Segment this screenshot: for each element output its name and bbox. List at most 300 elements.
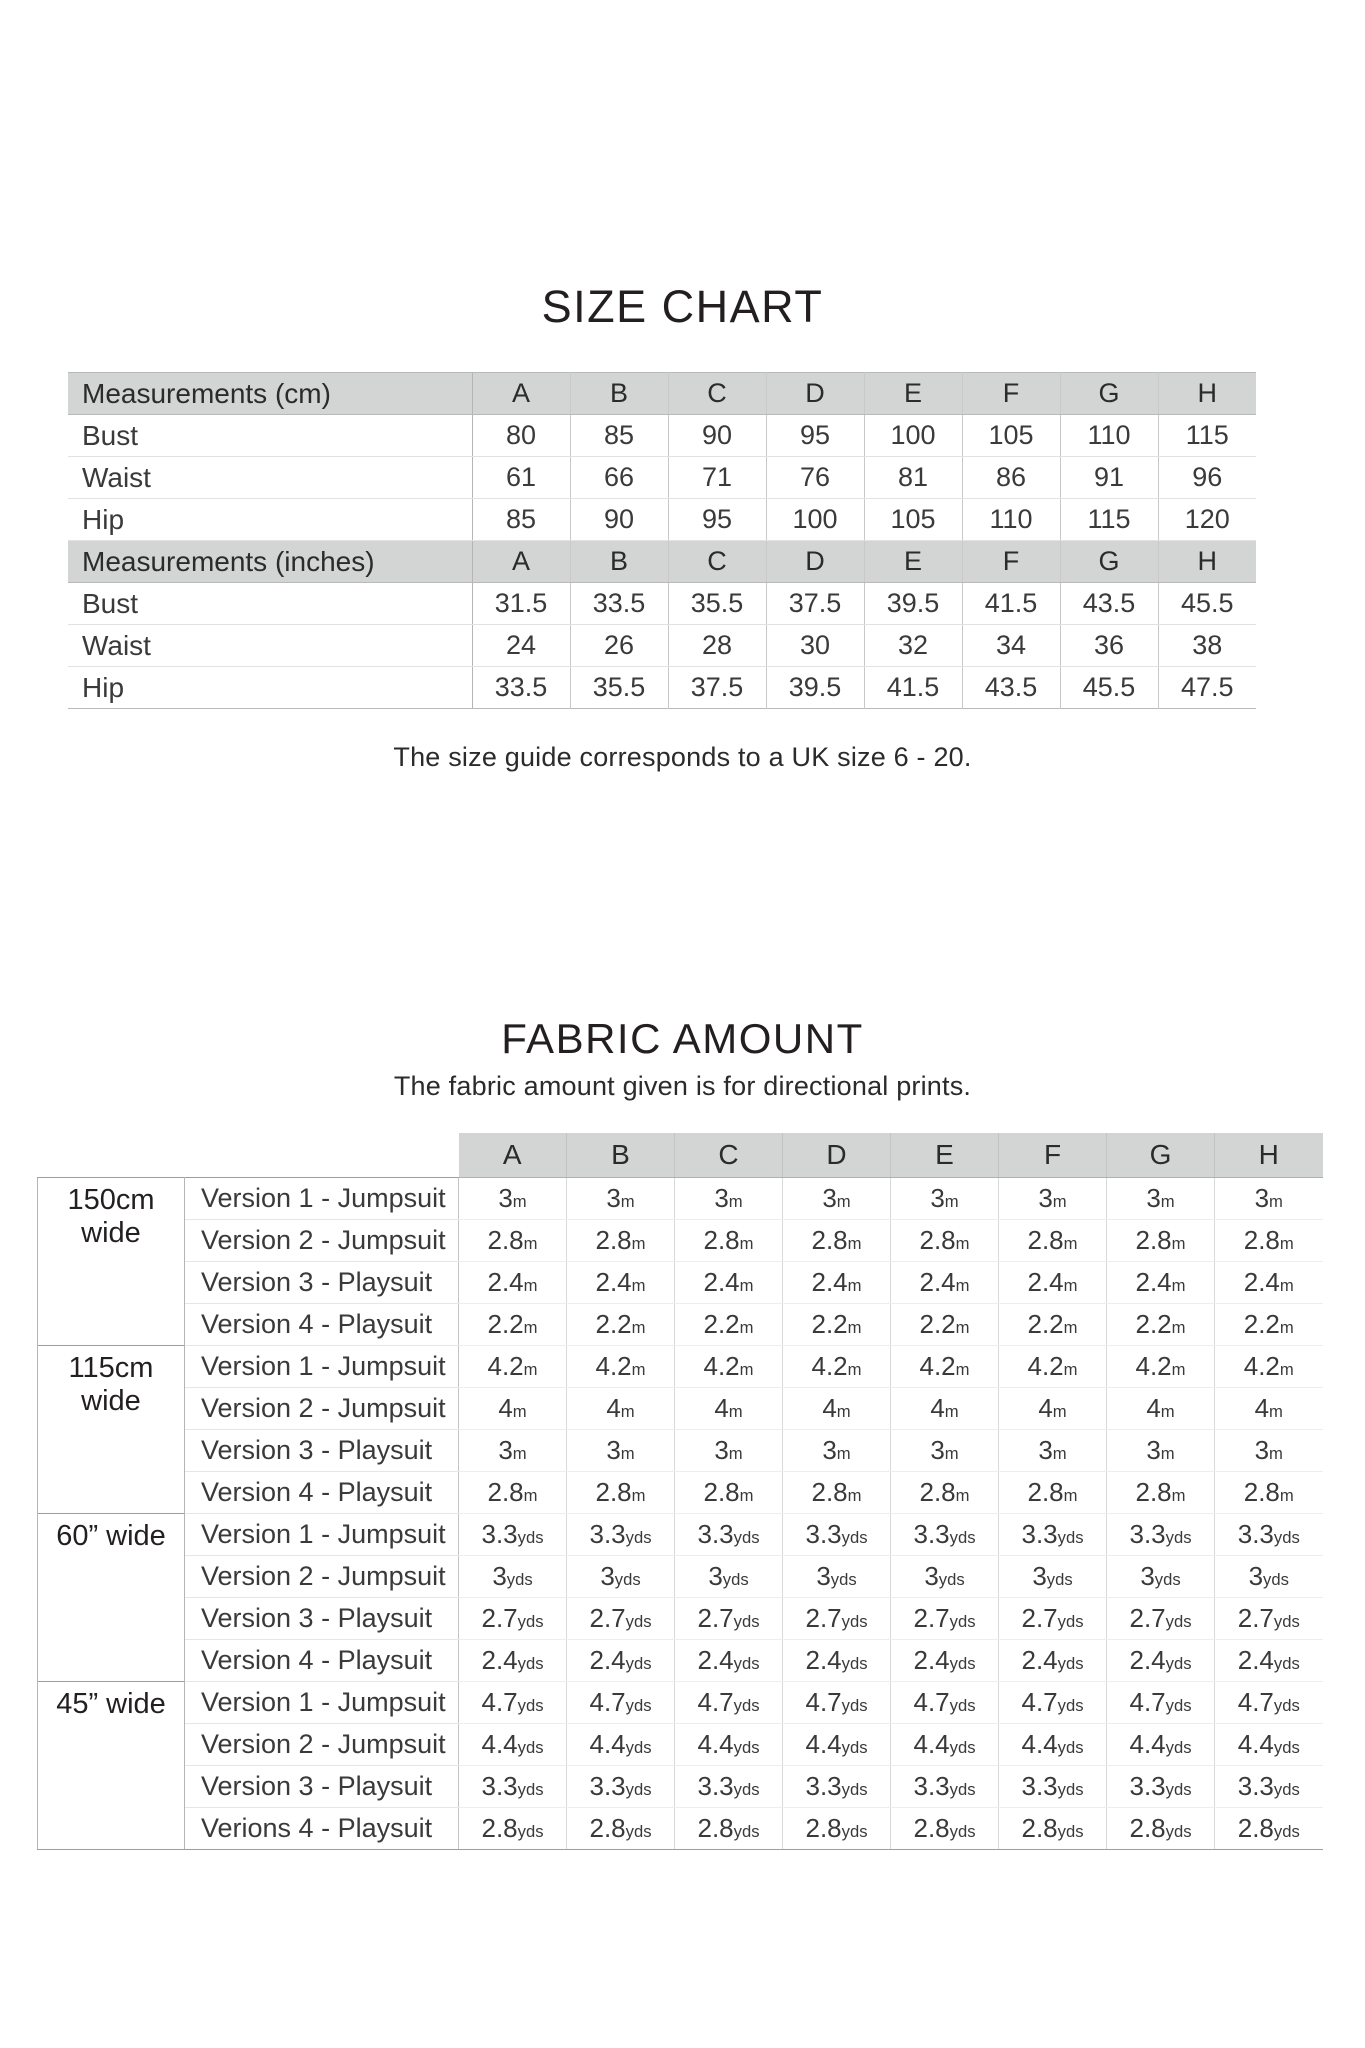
fabric-value-number: 3.3 — [1021, 1519, 1058, 1549]
fabric-value-unit: m — [955, 1276, 970, 1295]
fabric-value-number: 3 — [822, 1435, 837, 1465]
fabric-value-number: 3 — [708, 1561, 723, 1591]
fabric-amount-value — [891, 1388, 999, 1430]
fabric-size-column-header: D — [783, 1133, 891, 1178]
fabric-value-number: 2.8 — [1135, 1225, 1172, 1255]
fabric-width-label: 45” wide — [38, 1682, 185, 1850]
fabric-value-number: 2.8 — [1135, 1477, 1172, 1507]
fabric-value-unit: yds — [1273, 1612, 1300, 1631]
fabric-value-unit: yds — [949, 1696, 976, 1715]
fabric-size-column-header: F — [999, 1133, 1107, 1178]
fabric-value-unit: m — [1279, 1234, 1294, 1253]
fabric-amount-value — [459, 1514, 567, 1556]
fabric-value-unit: m — [739, 1318, 754, 1337]
fabric-value-number: 4.7 — [1129, 1687, 1166, 1717]
measurement-value: 76 — [766, 457, 864, 499]
fabric-value-unit: yds — [1273, 1780, 1300, 1799]
fabric-amount-value — [783, 1682, 891, 1724]
fabric-width-label: 60” wide — [38, 1514, 185, 1682]
size-column-header: A — [472, 541, 570, 583]
fabric-value-number: 2.4 — [697, 1645, 734, 1675]
fabric-value-unit: yds — [949, 1822, 976, 1841]
fabric-value-number: 4.7 — [913, 1687, 950, 1717]
fabric-amount-value — [675, 1346, 783, 1388]
fabric-value-unit: yds — [517, 1738, 544, 1757]
fabric-value-number: 2.8 — [703, 1225, 740, 1255]
table-row — [38, 1346, 1323, 1388]
fabric-value-unit: yds — [841, 1822, 868, 1841]
fabric-amount-value — [891, 1556, 999, 1598]
measurement-value: 45.5 — [1158, 583, 1256, 625]
size-group-label: Measurements (inches) — [68, 541, 472, 583]
fabric-amount-value — [459, 1472, 567, 1514]
table-row — [38, 1262, 1323, 1304]
fabric-value-unit: m — [631, 1234, 646, 1253]
fabric-amount-value — [1107, 1514, 1215, 1556]
fabric-amount-value — [675, 1472, 783, 1514]
fabric-amount-value — [783, 1556, 891, 1598]
fabric-amount-value — [999, 1220, 1107, 1262]
fabric-value-number: 2.8 — [1237, 1813, 1274, 1843]
fabric-amount-value — [1215, 1766, 1323, 1808]
fabric-value-number: 2.8 — [595, 1477, 632, 1507]
fabric-amount-value — [1215, 1346, 1323, 1388]
fabric-amount-value — [675, 1388, 783, 1430]
fabric-amount-value — [1107, 1598, 1215, 1640]
fabric-value-number: 3.3 — [589, 1519, 626, 1549]
fabric-value-number: 3 — [1140, 1561, 1155, 1591]
fabric-value-unit: yds — [625, 1528, 652, 1547]
size-column-header: E — [864, 373, 962, 415]
measurement-value: 43.5 — [962, 667, 1060, 709]
fabric-amount-value — [1215, 1556, 1323, 1598]
fabric-version-label: Version 4 - Playsuit — [185, 1304, 459, 1346]
fabric-amount-value — [891, 1808, 999, 1850]
fabric-amount-value — [675, 1304, 783, 1346]
fabric-value-unit: m — [944, 1402, 959, 1421]
fabric-amount-value — [999, 1682, 1107, 1724]
fabric-value-number: 2.8 — [595, 1225, 632, 1255]
fabric-amount-value — [891, 1304, 999, 1346]
size-group-header-row — [68, 373, 1256, 415]
fabric-value-number: 4 — [1146, 1393, 1161, 1423]
fabric-value-number: 2.8 — [805, 1813, 842, 1843]
fabric-amount-value — [1215, 1304, 1323, 1346]
fabric-value-number: 2.4 — [805, 1645, 842, 1675]
measurement-value: 105 — [864, 499, 962, 541]
fabric-value-unit: yds — [1273, 1696, 1300, 1715]
measurement-value: 95 — [766, 415, 864, 457]
fabric-value-unit: yds — [1154, 1570, 1181, 1589]
measurement-value: 115 — [1060, 499, 1158, 541]
fabric-version-label: Version 3 - Playsuit — [185, 1598, 459, 1640]
fabric-value-unit: yds — [1165, 1738, 1192, 1757]
table-row — [68, 625, 1256, 667]
fabric-amount-value — [783, 1262, 891, 1304]
fabric-value-unit: m — [836, 1192, 851, 1211]
measurement-label: Bust — [68, 415, 472, 457]
fabric-value-number: 3.3 — [805, 1519, 842, 1549]
fabric-value-unit: yds — [1165, 1696, 1192, 1715]
fabric-value-number: 4.4 — [589, 1729, 626, 1759]
fabric-value-number: 2.4 — [703, 1267, 740, 1297]
fabric-value-number: 4.4 — [481, 1729, 518, 1759]
measurement-value: 30 — [766, 625, 864, 667]
fabric-value-number: 2.4 — [595, 1267, 632, 1297]
fabric-amount-value — [459, 1808, 567, 1850]
fabric-value-unit: m — [1171, 1276, 1186, 1295]
fabric-value-unit: m — [631, 1486, 646, 1505]
fabric-amount-table — [37, 1133, 1323, 1850]
size-column-header: F — [962, 373, 1060, 415]
fabric-value-unit: yds — [722, 1570, 749, 1589]
fabric-value-unit: m — [523, 1360, 538, 1379]
fabric-amount-value — [891, 1220, 999, 1262]
fabric-value-unit: yds — [1057, 1654, 1084, 1673]
fabric-value-number: 2.2 — [1135, 1309, 1172, 1339]
fabric-value-number: 2.4 — [589, 1645, 626, 1675]
fabric-value-unit: m — [955, 1486, 970, 1505]
fabric-value-number: 3 — [600, 1561, 615, 1591]
fabric-size-column-header: E — [891, 1133, 999, 1178]
fabric-amount-value — [675, 1430, 783, 1472]
fabric-amount-value — [675, 1724, 783, 1766]
measurement-value: 35.5 — [668, 583, 766, 625]
fabric-value-unit: yds — [1263, 1570, 1289, 1589]
fabric-value-unit: yds — [625, 1738, 652, 1757]
fabric-value-number: 4.2 — [1027, 1351, 1064, 1381]
fabric-value-number: 3 — [930, 1183, 945, 1213]
fabric-value-number: 3.3 — [697, 1519, 734, 1549]
fabric-amount-value — [459, 1430, 567, 1472]
fabric-width-label: 150cm wide — [38, 1178, 185, 1346]
fabric-size-column-header: G — [1107, 1133, 1215, 1178]
fabric-amount-value — [1215, 1220, 1323, 1262]
fabric-value-number: 3 — [1038, 1435, 1053, 1465]
fabric-amount-value — [675, 1514, 783, 1556]
fabric-value-unit: yds — [506, 1570, 533, 1589]
fabric-amount-value — [1107, 1766, 1215, 1808]
fabric-amount-value — [459, 1724, 567, 1766]
measurement-value: 71 — [668, 457, 766, 499]
fabric-version-label: Version 2 - Jumpsuit — [185, 1388, 459, 1430]
fabric-amount-value — [783, 1808, 891, 1850]
fabric-value-number: 2.4 — [1237, 1645, 1274, 1675]
fabric-value-unit: m — [1279, 1486, 1294, 1505]
fabric-amount-value — [1107, 1472, 1215, 1514]
fabric-value-unit: yds — [841, 1654, 868, 1673]
table-row — [38, 1682, 1323, 1724]
fabric-value-number: 4.2 — [1135, 1351, 1172, 1381]
fabric-value-number: 2.7 — [1237, 1603, 1274, 1633]
fabric-amount-value — [459, 1640, 567, 1682]
fabric-value-unit: m — [1279, 1276, 1294, 1295]
measurement-value: 43.5 — [1060, 583, 1158, 625]
fabric-value-number: 3 — [606, 1435, 621, 1465]
fabric-value-number: 2.7 — [1129, 1603, 1166, 1633]
table-row — [38, 1220, 1323, 1262]
fabric-value-number: 4 — [498, 1393, 513, 1423]
fabric-value-unit: yds — [733, 1780, 760, 1799]
fabric-amount-value — [891, 1640, 999, 1682]
measurement-label: Waist — [68, 457, 472, 499]
fabric-value-unit: m — [620, 1444, 635, 1463]
fabric-value-unit: m — [631, 1318, 646, 1337]
fabric-amount-value — [675, 1682, 783, 1724]
fabric-amount-value — [459, 1178, 567, 1220]
measurement-value: 66 — [570, 457, 668, 499]
table-row — [68, 583, 1256, 625]
fabric-size-column-header: C — [675, 1133, 783, 1178]
fabric-amount-value — [1215, 1598, 1323, 1640]
fabric-amount-value — [783, 1346, 891, 1388]
fabric-amount-value — [1107, 1682, 1215, 1724]
fabric-amount-section — [37, 1133, 1322, 1850]
size-column-header: A — [472, 373, 570, 415]
fabric-amount-value — [459, 1262, 567, 1304]
table-row — [38, 1724, 1323, 1766]
fabric-value-unit: m — [1160, 1444, 1175, 1463]
fabric-amount-value — [999, 1178, 1107, 1220]
size-column-header: G — [1060, 541, 1158, 583]
fabric-value-unit: m — [1052, 1444, 1067, 1463]
fabric-value-unit: yds — [830, 1570, 857, 1589]
fabric-value-unit: yds — [1273, 1822, 1300, 1841]
fabric-value-number: 2.4 — [1243, 1267, 1280, 1297]
table-row — [38, 1178, 1323, 1220]
fabric-value-unit: yds — [841, 1780, 868, 1799]
fabric-value-number: 3.3 — [1129, 1519, 1166, 1549]
fabric-version-label: Version 3 - Playsuit — [185, 1766, 459, 1808]
fabric-value-unit: yds — [1165, 1780, 1192, 1799]
measurement-value: 100 — [766, 499, 864, 541]
measurement-value: 81 — [864, 457, 962, 499]
fabric-value-unit: m — [523, 1486, 538, 1505]
fabric-value-number: 2.8 — [487, 1225, 524, 1255]
measurement-value: 45.5 — [1060, 667, 1158, 709]
fabric-version-label: Version 1 - Jumpsuit — [185, 1346, 459, 1388]
fabric-amount-value — [999, 1304, 1107, 1346]
fabric-value-unit: yds — [949, 1528, 976, 1547]
fabric-version-label: Version 4 - Playsuit — [185, 1472, 459, 1514]
size-column-header: F — [962, 541, 1060, 583]
fabric-value-unit: m — [739, 1276, 754, 1295]
fabric-value-unit: yds — [1165, 1822, 1192, 1841]
fabric-amount-value — [1215, 1640, 1323, 1682]
fabric-value-unit: yds — [625, 1612, 652, 1631]
fabric-version-label: Version 2 - Jumpsuit — [185, 1556, 459, 1598]
fabric-value-number: 3 — [1146, 1183, 1161, 1213]
fabric-value-unit: yds — [1057, 1528, 1084, 1547]
fabric-value-unit: m — [1063, 1234, 1078, 1253]
fabric-value-unit: yds — [949, 1654, 976, 1673]
fabric-value-unit: m — [944, 1192, 959, 1211]
size-group-label: Measurements (cm) — [68, 373, 472, 415]
fabric-value-number: 2.2 — [595, 1309, 632, 1339]
fabric-amount-value — [999, 1640, 1107, 1682]
measurement-value: 47.5 — [1180, 672, 1234, 702]
fabric-amount-value — [675, 1220, 783, 1262]
fabric-amount-value — [459, 1220, 567, 1262]
fabric-value-number: 4 — [930, 1393, 945, 1423]
measurement-value: 100 — [864, 415, 962, 457]
fabric-amount-value — [675, 1808, 783, 1850]
fabric-value-unit: yds — [1057, 1738, 1084, 1757]
measurement-value: 37.5 — [668, 667, 766, 709]
table-row — [38, 1598, 1323, 1640]
fabric-value-number: 4.2 — [1243, 1351, 1280, 1381]
fabric-value-number: 4.2 — [595, 1351, 632, 1381]
fabric-value-number: 2.2 — [703, 1309, 740, 1339]
fabric-amount-title: FABRIC AMOUNT — [501, 1015, 864, 1062]
fabric-version-label: Version 3 - Playsuit — [185, 1262, 459, 1304]
fabric-amount-value — [783, 1724, 891, 1766]
fabric-value-unit: yds — [841, 1696, 868, 1715]
measurement-value: 41.5 — [962, 583, 1060, 625]
fabric-value-unit: m — [955, 1234, 970, 1253]
fabric-value-unit: yds — [1273, 1528, 1300, 1547]
fabric-value-number: 4.7 — [589, 1687, 626, 1717]
fabric-value-unit: m — [1160, 1192, 1175, 1211]
fabric-amount-value — [675, 1556, 783, 1598]
fabric-amount-value — [567, 1430, 675, 1472]
fabric-value-number: 4.7 — [805, 1687, 842, 1717]
measurement-value: 32 — [864, 625, 962, 667]
fabric-amount-value — [1107, 1556, 1215, 1598]
fabric-value-unit: m — [620, 1402, 635, 1421]
fabric-amount-value — [567, 1472, 675, 1514]
fabric-amount-value — [999, 1598, 1107, 1640]
table-row — [38, 1304, 1323, 1346]
size-column-header: B — [570, 373, 668, 415]
fabric-value-unit: m — [1279, 1318, 1294, 1337]
fabric-value-unit: m — [1063, 1276, 1078, 1295]
fabric-value-unit: m — [1052, 1192, 1067, 1211]
fabric-amount-value — [783, 1220, 891, 1262]
fabric-value-number: 2.8 — [1027, 1225, 1064, 1255]
fabric-amount-value — [1107, 1430, 1215, 1472]
fabric-value-number: 4.2 — [919, 1351, 956, 1381]
fabric-amount-value — [1215, 1808, 1323, 1850]
fabric-amount-value — [459, 1556, 567, 1598]
measurement-value: 120 — [1158, 499, 1256, 541]
fabric-value-number: 2.8 — [1021, 1813, 1058, 1843]
fabric-value-number: 2.4 — [481, 1645, 518, 1675]
fabric-value-unit: yds — [1165, 1612, 1192, 1631]
fabric-version-label: Version 1 - Jumpsuit — [185, 1682, 459, 1724]
measurement-label: Bust — [68, 583, 472, 625]
fabric-amount-value — [567, 1304, 675, 1346]
fabric-value-number: 3 — [492, 1561, 507, 1591]
fabric-value-unit: m — [955, 1360, 970, 1379]
fabric-amount-value — [675, 1178, 783, 1220]
fabric-value-unit: m — [523, 1318, 538, 1337]
fabric-value-unit: yds — [841, 1528, 868, 1547]
fabric-value-number: 4.2 — [703, 1351, 740, 1381]
fabric-amount-value — [999, 1346, 1107, 1388]
fabric-value-number: 2.4 — [1135, 1267, 1172, 1297]
fabric-value-number: 3.3 — [481, 1519, 518, 1549]
fabric-value-number: 2.8 — [1243, 1225, 1280, 1255]
fabric-value-unit: yds — [938, 1570, 965, 1589]
fabric-amount-value — [999, 1766, 1107, 1808]
fabric-value-unit: yds — [733, 1738, 760, 1757]
fabric-amount-value — [675, 1766, 783, 1808]
measurement-value: 41.5 — [864, 667, 962, 709]
fabric-amount-value — [567, 1346, 675, 1388]
measurement-value: 33.5 — [570, 583, 668, 625]
fabric-value-number: 2.4 — [487, 1267, 524, 1297]
fabric-amount-value — [999, 1556, 1107, 1598]
fabric-value-unit: m — [512, 1402, 527, 1421]
fabric-amount-value — [1215, 1262, 1323, 1304]
fabric-value-number: 2.7 — [913, 1603, 950, 1633]
table-row — [68, 415, 1256, 457]
fabric-value-number: 3.3 — [481, 1771, 518, 1801]
fabric-amount-value — [567, 1388, 675, 1430]
fabric-value-unit: yds — [733, 1612, 760, 1631]
fabric-amount-value — [459, 1388, 567, 1430]
fabric-value-unit: yds — [1273, 1738, 1300, 1757]
fabric-value-number: 4.7 — [1237, 1687, 1274, 1717]
fabric-value-unit: yds — [614, 1570, 641, 1589]
fabric-value-unit: m — [1269, 1192, 1283, 1211]
fabric-amount-value — [675, 1262, 783, 1304]
fabric-value-number: 3.3 — [1021, 1771, 1058, 1801]
fabric-value-number: 3.3 — [805, 1771, 842, 1801]
fabric-amount-value — [891, 1430, 999, 1472]
fabric-value-number: 4.4 — [805, 1729, 842, 1759]
fabric-version-label: Version 3 - Playsuit — [185, 1430, 459, 1472]
fabric-value-unit: yds — [841, 1738, 868, 1757]
measurement-value: 90 — [570, 499, 668, 541]
measurement-value: 85 — [472, 499, 570, 541]
measurement-value: 35.5 — [570, 667, 668, 709]
fabric-amount-value — [1107, 1220, 1215, 1262]
fabric-value-number: 4 — [1038, 1393, 1053, 1423]
fabric-value-number: 2.7 — [697, 1603, 734, 1633]
table-row — [38, 1556, 1323, 1598]
fabric-value-number: 2.8 — [1243, 1477, 1280, 1507]
measurement-value: 95 — [668, 499, 766, 541]
fabric-amount-caption: The fabric amount given is for directional prints. — [393, 1071, 972, 1101]
fabric-value-unit: yds — [625, 1780, 652, 1799]
fabric-amount-value — [1215, 1388, 1323, 1430]
fabric-value-unit: m — [739, 1234, 754, 1253]
fabric-value-number: 4.7 — [1021, 1687, 1058, 1717]
fabric-version-label: Version 1 - Jumpsuit — [185, 1514, 459, 1556]
measurement-value: 110 — [962, 499, 1060, 541]
fabric-amount-value — [567, 1598, 675, 1640]
fabric-value-unit: yds — [625, 1696, 652, 1715]
fabric-amount-value — [783, 1388, 891, 1430]
fabric-value-unit: yds — [841, 1612, 868, 1631]
table-row — [68, 457, 1256, 499]
fabric-amount-value — [999, 1808, 1107, 1850]
fabric-amount-value — [891, 1724, 999, 1766]
fabric-value-unit: m — [1171, 1318, 1186, 1337]
fabric-amount-value — [675, 1598, 783, 1640]
fabric-amount-value — [459, 1304, 567, 1346]
fabric-value-number: 4.4 — [697, 1729, 734, 1759]
fabric-value-unit: m — [1171, 1360, 1186, 1379]
fabric-amount-value — [999, 1388, 1107, 1430]
measurement-value: 80 — [472, 415, 570, 457]
fabric-value-unit: m — [512, 1192, 527, 1211]
fabric-value-number: 4.4 — [913, 1729, 950, 1759]
fabric-value-number: 3.3 — [1129, 1771, 1166, 1801]
fabric-amount-value — [891, 1598, 999, 1640]
